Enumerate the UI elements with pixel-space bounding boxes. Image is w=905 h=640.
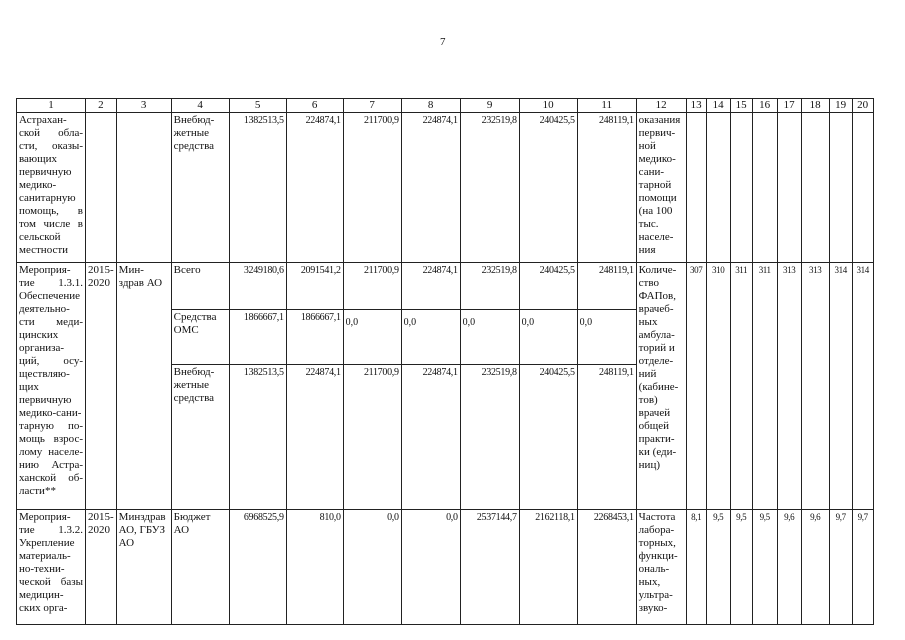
- header-cell: 19: [829, 99, 852, 113]
- indicator-value: [777, 113, 801, 263]
- funding-source: Бюджет АО: [171, 510, 229, 625]
- amount-2016: 0,0: [343, 510, 401, 625]
- table-row: [17, 113, 874, 263]
- measure-name: Астрахан-ской обла-сти, оказы-вающих первичную медико-санитарную помощь, в том числе в сельской местности: [17, 113, 86, 263]
- amount-2020: 248119,1: [577, 113, 636, 263]
- table-row: [17, 510, 874, 625]
- header-cell: 7: [343, 99, 401, 113]
- amount-2019: 0,0: [519, 310, 577, 365]
- amount-2015: 810,0: [286, 510, 343, 625]
- amount-2015: 224874,1: [286, 365, 343, 510]
- funding-source: Всего: [171, 263, 229, 310]
- header-cell: 16: [752, 99, 777, 113]
- amount-2015: 224874,1: [286, 113, 343, 263]
- header-cell: 3: [116, 99, 171, 113]
- amount-total: 6968525,9: [229, 510, 286, 625]
- indicator-value: [852, 113, 873, 263]
- amount-2019: 240425,5: [519, 263, 577, 310]
- executor-cell: Мин-здрав АО: [116, 263, 171, 510]
- indicator-value: 9,7: [829, 510, 852, 625]
- amount-2019: 240425,5: [519, 365, 577, 510]
- header-cell: 15: [730, 99, 752, 113]
- page-number: 7: [440, 36, 446, 48]
- funding-source: Внебюд-жетные средства: [171, 113, 229, 263]
- header-cell: 14: [706, 99, 730, 113]
- amount-2017: 0,0: [401, 510, 460, 625]
- indicator-value: 311: [730, 263, 752, 510]
- amount-2017: 224874,1: [401, 263, 460, 310]
- indicator-value: 9,6: [801, 510, 829, 625]
- measure-name: Мероприя-тие 1.3.2. Укрепление материаль-но-техни-ческой базы медицин-ских орга-: [17, 510, 86, 625]
- amount-2017: 224874,1: [401, 365, 460, 510]
- funding-source: Внебюд-жетные средства: [171, 365, 229, 510]
- header-cell: 10: [519, 99, 577, 113]
- indicator-value: 9,5: [752, 510, 777, 625]
- amount-2020: 248119,1: [577, 365, 636, 510]
- amount-total: 3249180,6: [229, 263, 286, 310]
- amount-2018: 232519,8: [460, 113, 519, 263]
- amount-2019: 2162118,1: [519, 510, 577, 625]
- header-cell: 11: [577, 99, 636, 113]
- header-cell: 8: [401, 99, 460, 113]
- table-row: [17, 263, 874, 310]
- header-cell: 5: [229, 99, 286, 113]
- indicator-value: 9,7: [852, 510, 873, 625]
- funding-source: Средства ОМС: [171, 310, 229, 365]
- amount-2020: 0,0: [577, 310, 636, 365]
- period-cell: 2015-2020: [86, 263, 117, 510]
- amount-2020: 248119,1: [577, 263, 636, 310]
- header-cell: 18: [801, 99, 829, 113]
- indicator-value: [829, 113, 852, 263]
- measure-name: Мероприя-тие 1.3.1. Обеспечение деятельно-сти меди-цинских организа-ций, осу-ществляю-щих первичную медико-сани-тарную по-мощь взрос-лому населе-нию Астра-ханской об-ласти**: [17, 263, 86, 510]
- indicator-value: 9,5: [730, 510, 752, 625]
- indicator-name: Частота лабора-торных, функци-ональ-ных, ультра-звуко-: [636, 510, 686, 625]
- indicator-value: [801, 113, 829, 263]
- header-row: [17, 99, 874, 113]
- indicator-value: 307: [686, 263, 706, 510]
- header-cell: 12: [636, 99, 686, 113]
- executor-cell: Минздрав АО, ГБУЗ АО: [116, 510, 171, 625]
- header-cell: 2: [86, 99, 117, 113]
- amount-2016: 211700,9: [343, 263, 401, 310]
- amount-2015: 1866667,1: [286, 310, 343, 365]
- amount-2017: 224874,1: [401, 113, 460, 263]
- header-cell: 4: [171, 99, 229, 113]
- indicator-value: 9,5: [706, 510, 730, 625]
- amount-2015: 2091541,2: [286, 263, 343, 310]
- indicator-value: 314: [829, 263, 852, 510]
- indicator-value: 313: [777, 263, 801, 510]
- indicator-name: оказания первич-ной медико-сани-тарной помощи (на 100 тыс. населе-ния: [636, 113, 686, 263]
- header-cell: 1: [17, 99, 86, 113]
- indicator-name: Количе-ство ФАПов, врачеб-ных амбула-торий и отделе-ний (кабине-тов) врачей общей практи-ки (еди-ниц): [636, 263, 686, 510]
- header-cell: 20: [852, 99, 873, 113]
- indicator-value: 313: [801, 263, 829, 510]
- amount-2018: 0,0: [460, 310, 519, 365]
- amount-2016: 211700,9: [343, 365, 401, 510]
- amount-total: 1382513,5: [229, 113, 286, 263]
- amount-2020: 2268453,1: [577, 510, 636, 625]
- program-table: [16, 98, 874, 625]
- amount-total: 1866667,1: [229, 310, 286, 365]
- indicator-value: [686, 113, 706, 263]
- indicator-value: [706, 113, 730, 263]
- amount-2017: 0,0: [401, 310, 460, 365]
- header-cell: 13: [686, 99, 706, 113]
- executor-cell: [116, 113, 171, 263]
- header-cell: 9: [460, 99, 519, 113]
- amount-2018: 232519,8: [460, 263, 519, 310]
- header-cell: 17: [777, 99, 801, 113]
- amount-total: 1382513,5: [229, 365, 286, 510]
- amount-2018: 2537144,7: [460, 510, 519, 625]
- period-cell: [86, 113, 117, 263]
- indicator-value: 9,6: [777, 510, 801, 625]
- period-cell: 2015-2020: [86, 510, 117, 625]
- amount-2016: 211700,9: [343, 113, 401, 263]
- indicator-value: [752, 113, 777, 263]
- indicator-value: [730, 113, 752, 263]
- amount-2018: 232519,8: [460, 365, 519, 510]
- header-cell: 6: [286, 99, 343, 113]
- indicator-value: 310: [706, 263, 730, 510]
- amount-2019: 240425,5: [519, 113, 577, 263]
- indicator-value: 311: [752, 263, 777, 510]
- amount-2016: 0,0: [343, 310, 401, 365]
- indicator-value: 8,1: [686, 510, 706, 625]
- indicator-value: 314: [852, 263, 873, 510]
